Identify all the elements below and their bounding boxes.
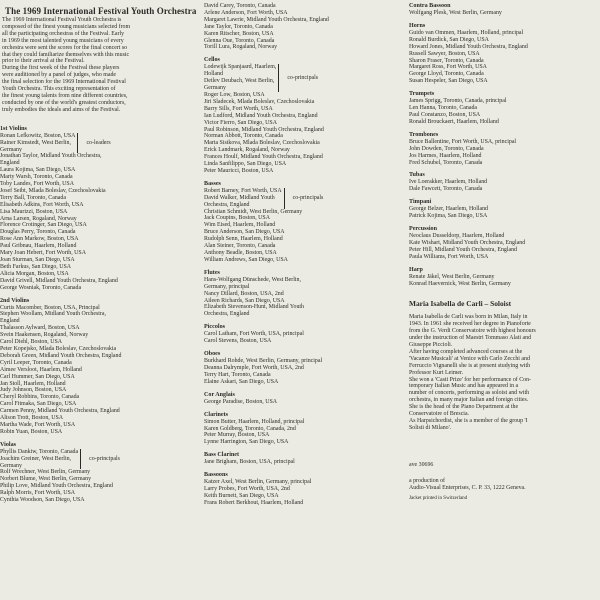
- musician-line: Germany, principal: [204, 283, 250, 290]
- musician-line: Josef Seibt, Mlada Boleslav, Czechoslovakia: [0, 187, 106, 194]
- musician-line: Alison Trott, Boston, USA: [0, 415, 64, 422]
- musician-line: Jan Stoll, Haarlem, Holland: [0, 380, 66, 387]
- bio-line: She won a 'Casti Prize' for her performance of Con-: [409, 376, 532, 383]
- musician-line: Deanna Dalrymple, Fort Worth, USA, 2nd: [204, 364, 304, 371]
- musician-line: Hans-Wolfgang Dünschede, West Berlin,: [204, 276, 301, 283]
- musician-line: Rolf Wrechner, West Berlin, Germany: [0, 469, 91, 476]
- production-credit: [409, 478, 597, 492]
- musician-line: Frans Robert Berkhout, Haarlem, Holland: [204, 499, 304, 506]
- musician-line: Karen Ritscher, Boston, USA: [204, 30, 274, 37]
- musician-line: Jos Harmes, Haarlem, Holland: [409, 152, 482, 159]
- musician-line: Katzer Axel, West Berlin, Germany, principal: [204, 479, 312, 486]
- musician-line: Linda Sanfilippo, San Diego, USA: [204, 161, 287, 168]
- musician-line: Carol Fitmaka, San Diego, USA: [0, 401, 77, 408]
- musician-line: Elisabeth Adkins, Fort Worth, USA: [0, 201, 84, 208]
- musician-line: Lynne Harrington, San Diego, USA: [204, 439, 289, 446]
- section-heading: Cor Anglais: [204, 391, 235, 398]
- bio-line: As Harpsichordist, she is a member of the group 'I: [409, 417, 528, 424]
- section-bass-clarinet: [204, 452, 400, 466]
- musician-line: Renate Jäkel, West Berlin, Germany: [409, 273, 495, 280]
- musician-line: Terry Hart, Toronto, Canada: [204, 371, 271, 378]
- printed-note: Jacket printed in Switzerland: [409, 495, 468, 501]
- musician-line: Paul Constanzo, Boston, USA: [409, 111, 481, 118]
- principal-group: [0, 133, 196, 154]
- musician-line: Neoclaus Dusseldorp, Haarlem, Holland: [409, 233, 505, 240]
- section-heading: Bass Clarinet: [204, 452, 240, 459]
- musician-line: Margaret Ross, Fort Worth, USA: [409, 64, 487, 71]
- column-3: [409, 0, 597, 502]
- section-heading: Piccolos: [204, 324, 225, 331]
- bio-line: Solisti di Milano'.: [409, 424, 452, 431]
- musician-line: Rose Ann Markow, Boston, USA: [0, 236, 79, 243]
- section-bassoons: [204, 472, 400, 507]
- musician-line: George Paradise, Boston, USA: [204, 398, 278, 405]
- group-role: co-leaders: [86, 139, 111, 146]
- section-horns: [409, 23, 597, 85]
- musician-line: Lisa Maurizzi, Boston, USA: [0, 208, 68, 215]
- musician-line: Carol Latham, Fort Worth, USA, principal: [204, 331, 304, 338]
- musician-line: Norbert Blume, West Berlin, Germany: [0, 476, 92, 483]
- musician-line: Jiri Sladecek, Mlada Boleslav, Czechoslovakia: [204, 98, 315, 105]
- section-heading: 1st Violins: [0, 125, 27, 132]
- bracket: [80, 449, 83, 470]
- musician-line: Burkhard Rohde, West Berlin, Germany, principal: [204, 358, 323, 365]
- bracket: [77, 133, 80, 154]
- musician-line: Victor Fierro, San Diego, USA: [204, 119, 277, 126]
- principal-group: [204, 64, 400, 92]
- section-heading: Tubas: [409, 172, 425, 179]
- musician-line: Len Hanna, Toronto, Canada: [409, 105, 478, 112]
- intro-line: the final selection for the 1969 International Festival: [2, 79, 126, 86]
- intro-line: were auditioned by a panel of judges, who made: [2, 72, 117, 79]
- section-contra-bassoon: [409, 3, 597, 17]
- musician-line: Beth Farkus, San Diego, USA: [0, 263, 72, 270]
- musician-line: Florence Crotinger, San Diego, USA: [0, 222, 87, 229]
- musician-line: Rainer Kimstedt, West Berlin,: [0, 139, 71, 146]
- bio-line: under the instruction of Maestri Tommaso Alati and: [409, 335, 532, 342]
- musician-line: Bruce Anderson, San Diego, USA: [204, 229, 285, 236]
- bio-line: Maria Isabella de Carli was born in Milan, Italy in: [409, 314, 528, 321]
- musician-line: Barry Sills, Fort Worth, USA: [204, 105, 273, 112]
- section-harp: [409, 267, 597, 288]
- musician-line: Carmen Penny, Midland Youth Orchestra, England: [0, 408, 120, 415]
- musician-line: Karen Goldberg, Toronto, Canada, 2nd: [204, 425, 296, 432]
- intro-line: the finest young talents from nine different countries,: [2, 92, 128, 99]
- section-violas: [0, 442, 196, 504]
- musician-line: Laura Kojima, San Diego, USA: [0, 167, 76, 174]
- musician-line: Frances Houlf, Midland Youth Orchestra, England: [204, 154, 323, 161]
- musician-line: Jane Brigham, Boston, USA, principal: [204, 459, 295, 466]
- musician-line: Orchestra, England: [204, 201, 250, 208]
- section-heading: Violas: [0, 441, 17, 448]
- section-1st-violins: [0, 126, 196, 292]
- musician-line: Robin Yuan, Boston, USA: [0, 428, 63, 435]
- section-heading: Flutes: [204, 269, 220, 276]
- musician-line: Philip Love, Midland Youth Orchestra, England: [0, 483, 113, 490]
- musician-line: James Sprigg, Toronto, Canada, principal: [409, 98, 507, 105]
- bio-line: number of concerts, performing as soloist and with: [409, 390, 530, 397]
- musician-line: Russell Sawyer, Boston, USA: [409, 50, 480, 57]
- musician-line: Carol Diehl, Boston, USA: [0, 339, 63, 346]
- musician-line: Bruce Ballentine, Fort Worth, USA, principal: [409, 138, 517, 145]
- bio-line: After having completed advanced courses at the: [409, 348, 523, 355]
- musician-line: Torill Lura, Rogaland, Norway: [204, 44, 278, 51]
- bio-line: temporary Italian Music and has appeared in a: [409, 383, 519, 390]
- intro-line: that they could familiarize themselves with this music: [2, 51, 130, 58]
- group-role: co-principals: [287, 74, 319, 81]
- musician-line: Arna Larsen, Rogaland, Norway: [0, 215, 77, 222]
- column-2: [204, 0, 400, 507]
- musician-line: David Walker, Midland Youth: [204, 194, 275, 201]
- musician-line: Germany: [204, 85, 226, 92]
- musician-line: Guido van Ommen, Haarlem, Holland, principal: [409, 29, 524, 36]
- musician-line: Glenna Oue, Toronto, Canada: [204, 37, 275, 44]
- bracket: [278, 64, 281, 92]
- bio-line: orchestra, in many major Italian and foreign cities.: [409, 397, 529, 404]
- principal-group: [204, 188, 400, 209]
- section-percussion: [409, 226, 597, 261]
- musician-line: Wim Eised, Haarlem, Holland: [204, 222, 276, 229]
- musician-line: Wolfgang Plesk, West Berlin, Germany: [409, 10, 502, 16]
- musician-line: Jack Coupins, Boston, USA: [204, 215, 270, 222]
- section-heading: Oboes: [204, 351, 221, 358]
- intro-line: truly embodies the ideals and aims of the Festival.: [2, 106, 121, 113]
- production-line: Audio-Visual Enterprises, C. P. 33, 1222 Geneva.: [409, 484, 526, 491]
- musician-line: Elizabeth Stevenson-Hunt, Midland Youth: [204, 304, 304, 311]
- musician-line: William Andrews, San Diego, USA: [204, 256, 288, 263]
- section-cellos: [204, 57, 400, 175]
- musician-line: Germany: [0, 462, 22, 469]
- section-heading: Clarinets: [204, 411, 229, 418]
- musician-line: Cheryl Robbins, Toronto, Canada: [0, 394, 80, 401]
- musician-line: Erick Landmark, Rogaland, Norway: [204, 147, 290, 154]
- musician-line: Ronan Lefkowitz, Boston, USA: [0, 132, 76, 139]
- musician-line: Judy Johnson, Boston, USA: [0, 387, 67, 394]
- musician-line: Christian Schmidt, West Berlin, Germany: [204, 208, 303, 215]
- musician-line: Sharon Fraser, Toronto, Canada: [409, 57, 484, 64]
- musician-line: Carol Stevens, Boston, USA: [204, 338, 272, 345]
- musician-line: Patrick Kojima, San Diego, USA: [409, 213, 488, 220]
- section-tubas: [409, 172, 597, 193]
- musician-line: Ralph Morris, Fort Worth, USA: [0, 490, 76, 497]
- section-heading: Bassoons: [204, 472, 228, 479]
- section-trumpets: [409, 91, 597, 126]
- musician-line: Anthony Beadle, Boston, USA: [204, 250, 277, 256]
- musician-line: Roger Low, Boston, USA: [204, 91, 265, 98]
- musician-line: Ive Loerakker, Haarlem, Holland: [409, 179, 488, 186]
- musician-line: Ronald Burdick, San Diego, USA: [409, 36, 489, 43]
- musician-line: Elaine Askari, San Diego, USA: [204, 378, 279, 385]
- musician-line: Jane Taylor, Toronto, Canada: [204, 23, 273, 30]
- musician-line: England: [0, 160, 20, 167]
- section-flutes: [204, 270, 400, 318]
- group-role: co-principals: [292, 194, 324, 201]
- musician-line: Konrad Haevernick, West Berlin, Germany: [409, 280, 511, 287]
- musician-line: Ronald Brouckaert, Haarlem, Holland: [409, 118, 499, 125]
- musician-line: Fred Schubel, Toronto, Canada: [409, 159, 483, 166]
- musician-line: Marty Warsh, Toronto, Canada: [0, 174, 73, 181]
- musician-line: Jonathan Taylor, Midland Youth Orchestra,: [0, 153, 102, 160]
- section-heading: Basses: [204, 180, 221, 187]
- musician-line: David Carey, Toronto, Canada: [204, 3, 276, 9]
- musician-line: Joan Sturman, San Diego, USA: [0, 257, 75, 263]
- musician-line: Kate Wishart, Midland Youth Orchestra, England: [409, 239, 526, 246]
- musician-line: Holland: [204, 71, 223, 78]
- musician-line: Toby Landes, Fort Worth, USA: [0, 181, 74, 188]
- bio-line: Ferruccio Vignanelli she is at present studying with: [409, 362, 531, 369]
- musician-line: Terry Ball, Toronto, Canada: [0, 194, 66, 201]
- musician-line: Arlene Anderson, Fort Worth, USA: [204, 9, 288, 16]
- bio-line: Giuseppe Piccioli.: [409, 342, 453, 348]
- intro-line: Youth Orchestra. This exciting representation of: [2, 86, 116, 93]
- musician-line: Norman Abbott, Toronto, Canada: [204, 133, 283, 140]
- musician-line: George Lloyd, Toronto, Canada: [409, 71, 484, 78]
- musician-line: Paul Gribnau, Haarlem, Holland: [0, 243, 77, 250]
- section-heading: Percussion: [409, 226, 437, 233]
- column-1: [0, 0, 196, 504]
- intro-line: in 1969 the most talented young musicians of every: [2, 37, 124, 44]
- bio-line: from the G. Verdi Conservatoire with highest honours: [409, 328, 536, 335]
- musician-line: Mary Joan Hebert, Fort Worth, USA: [0, 250, 86, 257]
- section-oboes: [204, 351, 400, 386]
- musician-line: George Belzer, Haarlem, Holland: [409, 206, 488, 213]
- soloist-section: [409, 301, 597, 502]
- section-basses: [204, 181, 400, 264]
- musician-line: Cynthia Woodson, San Diego, USA: [0, 497, 85, 504]
- musician-line: David Grivell, Midland Youth Orchestra, England: [0, 277, 118, 284]
- musician-line: Stephen Woollam, Midland Youth Orchestra,: [0, 311, 106, 318]
- musician-line: Orchestra, England: [204, 311, 250, 318]
- musician-line: Robert Barney, Fort Worth, USA: [204, 187, 282, 194]
- principal-group: [0, 449, 196, 470]
- group-role: co-principals: [89, 455, 120, 462]
- soloist-title: Maria Isabella de Carli – Soloist: [409, 299, 512, 309]
- musician-line: Svein Haakensen, Rogaland, Norway: [0, 332, 89, 339]
- musician-line: Phyllis Dankiw, Toronto, Canada: [0, 448, 79, 455]
- section-heading: 2nd Violins: [0, 297, 30, 304]
- intro-line: During the first week of the Festival these players: [2, 65, 120, 72]
- production-line: a production of: [409, 477, 445, 484]
- musician-line: John Dowden, Toronto, Canada: [409, 145, 484, 152]
- musician-line: Lodewijk Spanjaard, Haarlem,: [204, 64, 277, 71]
- musician-line: Peter Mauricci, Boston, USA: [204, 167, 274, 174]
- musician-line: Germany: [0, 146, 22, 153]
- musician-line: Thalasson Aylward, Boston, USA: [0, 325, 80, 332]
- musician-line: Douglas Perry, Toronto, Canada: [0, 229, 76, 236]
- musician-line: Larry Probes, Fort Worth, USA, 2nd: [204, 486, 290, 493]
- musician-line: Cyril Leeper, Toronto, Canada: [0, 359, 72, 366]
- musician-line: Aimee Versloot, Haarlem, Holland: [0, 366, 82, 373]
- section-timpani: [409, 199, 597, 220]
- bio-line: Professor Kurt Leimer.: [409, 369, 464, 376]
- musician-line: Paul Robinson, Midland Youth Orchestra, England: [204, 126, 324, 133]
- section-clarinets: [204, 412, 400, 447]
- musician-line: Rudolph Senn, Haarlem, Holland: [204, 236, 283, 243]
- musician-line: Detlev Deubach, West Berlin,: [204, 78, 275, 85]
- musician-line: Keith Burnett, San Diego, USA: [204, 492, 279, 499]
- musician-line: Susan Hespeler, San Diego, USA: [409, 78, 488, 85]
- musician-line: Joachim Greiner, West Berlin,: [0, 455, 71, 462]
- musician-line: Margaret Lawrie, Midland Youth Orchestra, England: [204, 16, 329, 23]
- bio-line: 'Vacanze Musicali' at Venice with Carlo Zecchi and: [409, 355, 530, 362]
- musician-line: Peter Murray, Boston, USA: [204, 432, 270, 439]
- musician-line: Marta Sistkova, Mlada Boleslav, Czechoslovakia: [204, 140, 320, 147]
- musician-line: Curtis Macomber, Boston, USA, Principal: [0, 304, 100, 311]
- musician-line: Aileen Richards, San Diego, USA: [204, 297, 285, 304]
- section-heading: Trombones: [409, 131, 439, 138]
- musician-line: England: [0, 318, 20, 325]
- bio-line: Conservatoire of Brescia.: [409, 411, 470, 418]
- section-heading: Timpani: [409, 199, 432, 206]
- musician-line: Nancy Dillard, Boston, USA, 2nd: [204, 290, 284, 297]
- musician-line: Peter Kopejsko, Mlada Boleslav, Czechoslovakia: [0, 345, 117, 352]
- intro-line: composed of the finest young musicians selected from: [2, 23, 131, 30]
- section-2nd-violins: [0, 298, 196, 436]
- musician-line: Simon Butter, Haarlem, Holland, principal: [204, 418, 305, 425]
- musician-line: Peter Hill, Midland Youth Orchestra, England: [409, 246, 517, 253]
- musician-line: Alicia Morgan, Boston, USA: [0, 270, 69, 277]
- musician-line: Howard Jones, Midland Youth Orchestra, England: [409, 43, 528, 50]
- bio-line: She is the head of the Piano Department at the: [409, 404, 519, 411]
- section-cor-anglais: [204, 392, 400, 406]
- section-heading: Horns: [409, 22, 426, 29]
- soloist-bio: [409, 314, 597, 431]
- intro-line: all the participating orchestras of the Festival. Early: [2, 30, 125, 37]
- section-trombones: [409, 132, 597, 167]
- section-heading: Contra Bassoon: [409, 3, 451, 9]
- intro-line: conducted by one of the world's greatest conductors,: [2, 99, 126, 106]
- section-heading: Cellos: [204, 57, 220, 64]
- musician-line: Carl Hummer, San Diego, USA: [0, 373, 75, 380]
- musician-line: Alan Steiner, Toronto, Canada: [204, 243, 276, 250]
- bio-line: 1943. In 1961 she received her degree in Pianoforte: [409, 321, 531, 328]
- bracket: [284, 188, 287, 209]
- intro-text: [0, 17, 196, 114]
- musician-line: George Wosniak, Toronto, Canada: [0, 284, 82, 291]
- section-piccolos: [204, 324, 400, 345]
- section-heading: Harp: [409, 266, 423, 273]
- section-heading: Trumpets: [409, 91, 435, 98]
- section-continued: [204, 3, 400, 51]
- intro-line: orchestra were sent the scores for the final concert so: [2, 44, 128, 51]
- intro-line: The 1969 International Festival Youth Orchestra is: [2, 17, 122, 23]
- musician-line: Deborah Green, Midland Youth Orchestra, England: [0, 352, 122, 359]
- musician-line: Martha Wade, Fort Worth, USA: [0, 421, 76, 428]
- musician-line: Ian Ludford, Midland Youth Orchestra, England: [204, 112, 318, 119]
- musician-line: Dale Fawcett, Toronto, Canada: [409, 186, 483, 193]
- page-title: The 1969 International Festival Youth Orchestra: [5, 6, 197, 16]
- musician-line: Paula Williams, Fort Worth, USA: [409, 253, 489, 260]
- catalog-number: ave 30696: [409, 461, 434, 468]
- intro-line: prior to their arrival at the Festival.: [2, 58, 85, 65]
